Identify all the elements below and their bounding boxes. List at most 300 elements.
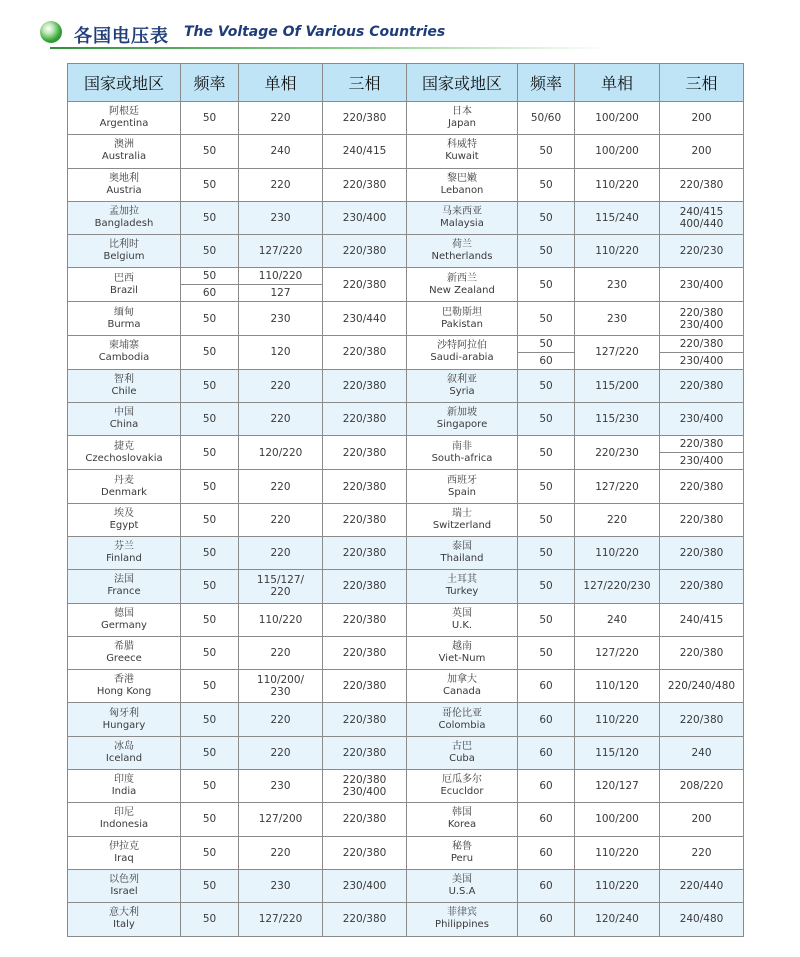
frequency-cell-value: 50: [202, 647, 217, 659]
frequency-cell: [181, 335, 239, 369]
frequency-cell-value: 50: [202, 413, 217, 426]
three-phase-cell: [323, 570, 407, 603]
country-name-en: Thailand: [440, 553, 484, 565]
three-phase-cell: [323, 403, 407, 436]
frequency-cell-value: 50: [539, 547, 553, 560]
single-phase-cell-value: 220: [606, 513, 628, 526]
country-name-en: Indonesia: [99, 819, 149, 831]
three-phase-cell-value: 220/380: [679, 337, 724, 350]
three-phase-cell-value: 240: [691, 746, 712, 759]
three-phase-cell-value: 200: [691, 145, 712, 158]
country-cell: [407, 636, 518, 669]
single-phase-cell-value: 115/200: [595, 379, 639, 392]
frequency-cell-value: 60: [518, 352, 574, 369]
single-phase-cell: [575, 869, 660, 902]
three-phase-cell-value: 220/380: [342, 245, 387, 258]
country-name-en: Denmark: [101, 486, 147, 498]
country-name-en: Colombia: [438, 719, 486, 731]
frequency-cell-value: 50: [202, 379, 217, 392]
three-phase-cell-value: 220/380: [679, 480, 724, 493]
three-phase-cell: [660, 770, 744, 803]
country-name-zh: 古巴: [452, 740, 472, 752]
single-phase-cell-value: 110/220: [595, 713, 639, 726]
table-row: [68, 736, 744, 769]
country-cell: [68, 369, 181, 402]
three-phase-cell: [323, 803, 407, 836]
country-name-en: Syria: [449, 385, 475, 397]
single-phase-cell: [239, 503, 323, 536]
single-phase-cell: [239, 168, 323, 201]
frequency-cell-value: 50: [202, 112, 217, 125]
three-phase-cell-value: 220/380: [679, 513, 724, 526]
three-phase-cell: [323, 335, 407, 369]
three-phase-cell-value: 240/415: [679, 206, 724, 219]
three-phase-cell: [660, 603, 744, 636]
title-chinese: 各国电压表: [74, 26, 169, 47]
frequency-cell: [518, 403, 575, 436]
three-phase-cell: [660, 436, 744, 470]
three-phase-cell-stack: [660, 336, 743, 369]
title-english: The Voltage Of Various Countries: [184, 24, 446, 40]
three-phase-cell: [323, 869, 407, 902]
country-cell: [68, 670, 181, 703]
country-cell: [407, 836, 518, 869]
single-phase-cell-value: 110/220: [595, 880, 639, 893]
three-phase-cell-value: 240/415: [679, 613, 724, 626]
country-name-en: Italy: [113, 919, 135, 931]
country-name-zh: 越南: [452, 641, 472, 652]
table-row: [68, 869, 744, 902]
single-phase-cell: [575, 135, 660, 168]
three-phase-cell-value: 220/380: [342, 379, 387, 392]
frequency-cell-value: 50: [202, 580, 217, 593]
single-phase-cell-value: 240: [606, 613, 628, 626]
frequency-cell: [181, 235, 239, 268]
single-phase-cell-value: 100/200: [595, 112, 639, 125]
three-phase-cell: [660, 235, 744, 268]
three-phase-cell: [660, 736, 744, 769]
table-row: [68, 770, 744, 803]
table-row: [68, 503, 744, 536]
country-name-zh: 厄瓜多尔: [442, 774, 482, 786]
three-phase-cell-value: 230/400: [342, 880, 387, 893]
frequency-cell: [518, 470, 575, 503]
frequency-cell: [181, 536, 239, 569]
single-phase-cell: [239, 636, 323, 669]
single-phase-cell-value: 220/230: [595, 446, 639, 459]
single-phase-cell-value: 220: [270, 713, 291, 726]
country-name-zh: 智利: [114, 373, 134, 385]
country-name-en: Belgium: [103, 251, 145, 263]
table-row: [68, 703, 744, 736]
country-name-en: France: [107, 586, 141, 598]
frequency-cell: [181, 903, 239, 936]
single-phase-cell-value: 230: [270, 686, 291, 699]
country-cell: [68, 302, 181, 335]
three-phase-cell: [323, 503, 407, 536]
country-name-en: Austria: [106, 184, 142, 196]
country-cell: [407, 102, 518, 135]
table-row: [68, 201, 744, 234]
frequency-cell: [518, 836, 575, 869]
three-phase-cell-value: 220/380: [679, 713, 724, 726]
three-phase-cell-value: 220/440: [679, 880, 724, 893]
country-name-en: China: [109, 419, 139, 431]
country-name-zh: 捷克: [114, 440, 134, 452]
frequency-cell: [518, 369, 575, 402]
country-name-en: Switzerland: [432, 519, 492, 531]
country-name-zh: 香港: [114, 674, 134, 686]
single-phase-cell: [575, 536, 660, 569]
three-phase-cell: [323, 536, 407, 569]
three-phase-cell-value: 220/380: [342, 746, 387, 759]
frequency-cell: [518, 869, 575, 902]
country-name-zh: 巴西: [114, 272, 134, 284]
country-name-en: Chile: [111, 385, 137, 397]
frequency-cell-value: 50: [202, 312, 217, 325]
three-phase-cell-value: 200: [691, 813, 712, 826]
country-name-zh: 比利时: [109, 239, 139, 251]
frequency-cell-value: 50: [202, 913, 217, 926]
three-phase-cell: [323, 201, 407, 234]
single-phase-cell-value: 230: [270, 312, 291, 325]
single-phase-cell: [575, 335, 660, 369]
single-phase-cell: [239, 369, 323, 402]
three-phase-cell: [660, 201, 744, 234]
frequency-cell: [518, 536, 575, 569]
country-cell: [407, 603, 518, 636]
country-cell: [68, 636, 181, 669]
frequency-cell: [181, 570, 239, 603]
frequency-cell: [181, 268, 239, 302]
three-phase-cell-value: 230/400: [342, 786, 387, 799]
three-phase-cell-value: 230/400: [679, 318, 724, 331]
frequency-cell: [518, 736, 575, 769]
country-name-zh: 韩国: [452, 807, 472, 819]
country-cell: [407, 470, 518, 503]
three-phase-cell-value: 220/380: [342, 613, 387, 626]
country-name-en: Cambodia: [98, 352, 150, 364]
frequency-cell: [518, 135, 575, 168]
three-phase-cell-value: 400/440: [679, 218, 724, 231]
country-name-zh: 哥伦比亚: [442, 707, 482, 719]
frequency-cell-value: 50: [202, 245, 217, 258]
country-name-zh: 叙利亚: [447, 373, 477, 385]
three-phase-cell: [323, 636, 407, 669]
country-cell: [407, 570, 518, 603]
country-cell: [407, 201, 518, 234]
frequency-cell: [181, 403, 239, 436]
frequency-cell: [181, 168, 239, 201]
country-name-en: Kuwait: [445, 151, 479, 163]
country-name-zh: 美国: [452, 874, 472, 886]
single-phase-cell-value: 110/220: [258, 613, 303, 626]
frequency-cell-value: 50: [539, 446, 553, 459]
single-phase-cell-value: 115/120: [595, 746, 639, 759]
country-name-zh: 印尼: [114, 807, 134, 819]
single-phase-cell-value: 127/220: [258, 245, 303, 258]
frequency-cell: [518, 703, 575, 736]
country-name-zh: 伊拉克: [109, 840, 139, 852]
single-phase-cell-value: 127/220: [258, 913, 303, 926]
country-name-zh: 丹麦: [114, 474, 134, 486]
column-header: 单相: [239, 64, 323, 102]
country-cell: [68, 403, 181, 436]
country-cell: [68, 869, 181, 902]
three-phase-cell-value: 220/240/480: [667, 680, 736, 693]
frequency-cell: [518, 570, 575, 603]
country-cell: [68, 836, 181, 869]
frequency-cell: [518, 168, 575, 201]
country-name-zh: 西班牙: [447, 474, 477, 486]
country-name-zh: 菲律宾: [447, 907, 477, 919]
country-cell: [68, 470, 181, 503]
frequency-cell-value: 50: [202, 446, 217, 459]
frequency-cell: [518, 235, 575, 268]
three-phase-cell: [660, 135, 744, 168]
three-phase-cell-value: 220/380: [679, 547, 724, 560]
frequency-cell-value: 50: [539, 613, 553, 626]
three-phase-cell: [323, 268, 407, 302]
single-phase-cell-value: 127: [239, 284, 322, 301]
three-phase-cell: [323, 670, 407, 703]
column-header: 三相: [323, 64, 407, 102]
single-phase-cell-value: 220: [270, 586, 291, 599]
single-phase-cell-value: 220: [270, 846, 291, 859]
country-cell: [407, 369, 518, 402]
three-phase-cell-value: 220/380: [679, 580, 724, 593]
country-name-en: Korea: [447, 819, 477, 831]
table-row: [68, 168, 744, 201]
country-cell: [68, 903, 181, 936]
country-name-en: Finland: [106, 553, 142, 565]
table-row: [68, 268, 744, 302]
country-name-en: Singapore: [436, 419, 488, 431]
country-name-zh: 新加坡: [447, 407, 477, 419]
single-phase-cell: [239, 770, 323, 803]
country-name-en: Cuba: [449, 752, 475, 764]
three-phase-cell-value: 220/380: [342, 547, 387, 560]
country-name-en: Egypt: [109, 519, 139, 531]
country-cell: [407, 670, 518, 703]
frequency-cell-value: 60: [539, 813, 553, 826]
country-name-en: Brazil: [110, 284, 138, 296]
three-phase-cell: [660, 636, 744, 669]
single-phase-cell-value: 115/127/: [256, 574, 305, 587]
country-cell: [68, 736, 181, 769]
country-name-en: Hungary: [102, 719, 146, 731]
country-name-en: Saudi-arabia: [430, 352, 494, 364]
single-phase-cell: [575, 369, 660, 402]
single-phase-cell-value: 110/200/: [256, 674, 305, 687]
frequency-cell-value: 60: [539, 780, 553, 793]
frequency-cell: [181, 803, 239, 836]
single-phase-cell-value: 115/240: [595, 212, 639, 225]
three-phase-cell-value: 230/400: [679, 413, 724, 426]
country-cell: [68, 102, 181, 135]
three-phase-cell-value: 230/400: [660, 352, 743, 369]
three-phase-cell-value: 230/400: [342, 212, 387, 225]
three-phase-cell: [323, 703, 407, 736]
frequency-cell: [518, 268, 575, 302]
single-phase-cell-value: 120/240: [595, 913, 639, 926]
three-phase-cell-value: 220/380: [679, 379, 724, 392]
country-cell: [68, 770, 181, 803]
single-phase-cell: [239, 570, 323, 603]
country-name-en: Israel: [110, 886, 138, 898]
frequency-cell: [181, 503, 239, 536]
three-phase-cell-value: 230/400: [679, 278, 724, 291]
single-phase-cell-value: 127/220: [595, 346, 639, 359]
country-name-en: Turkey: [445, 586, 479, 598]
country-name-en: Czechoslovakia: [85, 452, 163, 464]
frequency-cell: [181, 201, 239, 234]
three-phase-cell: [660, 470, 744, 503]
single-phase-cell-stack: [239, 268, 322, 301]
frequency-cell-value: 50: [539, 413, 553, 426]
single-phase-cell: [239, 603, 323, 636]
three-phase-cell: [660, 302, 744, 335]
frequency-cell-value: 50: [202, 270, 217, 283]
single-phase-cell-value: 230: [606, 312, 628, 325]
country-cell: [68, 168, 181, 201]
single-phase-cell: [575, 703, 660, 736]
frequency-cell: [518, 436, 575, 470]
country-name-zh: 加拿大: [447, 674, 477, 686]
three-phase-cell-value: 220/380: [679, 178, 724, 191]
country-name-zh: 希腊: [114, 641, 134, 652]
country-name-zh: 阿根廷: [109, 106, 139, 118]
frequency-cell-value: 50: [202, 846, 217, 859]
frequency-cell: [181, 670, 239, 703]
country-name-zh: 南非: [452, 440, 472, 452]
single-phase-cell-value: 110/220: [595, 846, 639, 859]
table-row: [68, 636, 744, 669]
single-phase-cell-value: 100/200: [595, 813, 639, 826]
frequency-cell: [181, 135, 239, 168]
country-cell: [68, 201, 181, 234]
single-phase-cell-value: 110/120: [595, 680, 639, 693]
country-name-en: Canada: [442, 686, 482, 698]
frequency-cell-value: 50: [539, 278, 553, 291]
country-name-zh: 孟加拉: [109, 206, 139, 218]
country-name-zh: 澳洲: [114, 139, 134, 151]
country-name-en: Argentina: [99, 118, 149, 130]
single-phase-cell-value: 120/220: [258, 446, 303, 459]
single-phase-cell-value: 110/220: [595, 178, 639, 191]
single-phase-cell: [575, 636, 660, 669]
country-name-zh: 英国: [452, 607, 472, 619]
frequency-cell-value: 50: [202, 513, 217, 526]
country-name-en: Bangladesh: [94, 218, 154, 230]
single-phase-cell: [239, 703, 323, 736]
country-name-en: U.S.A: [448, 886, 476, 898]
single-phase-cell: [239, 135, 323, 168]
frequency-cell-value: 60: [181, 284, 238, 301]
frequency-cell-value: 50: [539, 212, 553, 225]
column-header: 单相: [575, 64, 660, 102]
country-name-zh: 法国: [114, 574, 134, 586]
country-cell: [407, 869, 518, 902]
table-row: [68, 135, 744, 168]
frequency-cell-stack: [181, 268, 238, 301]
country-name-en: Lebanon: [440, 184, 484, 196]
country-name-en: Germany: [101, 619, 147, 631]
table-row: [68, 302, 744, 335]
three-phase-cell: [323, 470, 407, 503]
table-row: [68, 803, 744, 836]
frequency-cell: [518, 503, 575, 536]
single-phase-cell: [239, 470, 323, 503]
country-name-zh: 科威特: [447, 139, 477, 151]
country-name-en: South-africa: [431, 452, 493, 464]
three-phase-cell: [323, 836, 407, 869]
three-phase-cell-value: 220/380: [342, 913, 387, 926]
frequency-cell: [518, 102, 575, 135]
three-phase-cell-value: 220/380: [679, 647, 724, 659]
three-phase-cell: [660, 369, 744, 402]
single-phase-cell: [575, 268, 660, 302]
single-phase-cell-value: 230: [606, 278, 628, 291]
country-cell: [407, 302, 518, 335]
frequency-cell-value: 60: [539, 880, 553, 893]
country-name-zh: 印度: [114, 774, 134, 786]
three-phase-cell-value: 220/380: [679, 438, 724, 451]
country-name-zh: 埃及: [114, 507, 134, 519]
country-name-zh: 中国: [114, 407, 134, 419]
single-phase-cell: [575, 770, 660, 803]
column-header: 国家或地区: [407, 64, 518, 102]
country-cell: [68, 235, 181, 268]
country-cell: [68, 436, 181, 470]
single-phase-cell: [239, 670, 323, 703]
three-phase-cell-value: 220: [691, 846, 712, 859]
three-phase-cell: [660, 168, 744, 201]
frequency-cell-value: 60: [539, 746, 553, 759]
frequency-cell: [181, 736, 239, 769]
single-phase-cell: [239, 335, 323, 369]
frequency-cell: [181, 470, 239, 503]
three-phase-cell-value: 220/380: [342, 446, 387, 459]
frequency-cell: [518, 903, 575, 936]
three-phase-cell: [323, 736, 407, 769]
country-name-zh: 新西兰: [447, 272, 477, 284]
page-header: [40, 10, 800, 50]
single-phase-cell: [239, 201, 323, 234]
single-phase-cell-value: 127/220: [595, 480, 639, 493]
single-phase-cell-value: 230: [270, 780, 291, 793]
single-phase-cell-value: 127/200: [258, 813, 303, 826]
three-phase-cell-value: 220/380: [342, 112, 387, 125]
frequency-cell-value: 50: [202, 813, 217, 826]
header-divider: [50, 47, 610, 49]
single-phase-cell: [575, 302, 660, 335]
single-phase-cell-value: 127/220: [595, 647, 639, 659]
country-name-zh: 黎巴嫩: [447, 172, 477, 184]
country-cell: [407, 803, 518, 836]
frequency-cell-value: 50: [539, 337, 553, 350]
country-cell: [407, 235, 518, 268]
frequency-cell: [181, 603, 239, 636]
three-phase-cell: [323, 135, 407, 168]
green-orb-icon: [40, 21, 62, 43]
three-phase-cell-value: 220/380: [342, 178, 387, 191]
frequency-cell-value: 60: [539, 713, 553, 726]
three-phase-cell-value: 220/380: [342, 713, 387, 726]
country-name-en: New Zealand: [429, 284, 495, 296]
three-phase-cell-stack: [660, 436, 743, 469]
single-phase-cell-value: 220: [270, 379, 291, 392]
